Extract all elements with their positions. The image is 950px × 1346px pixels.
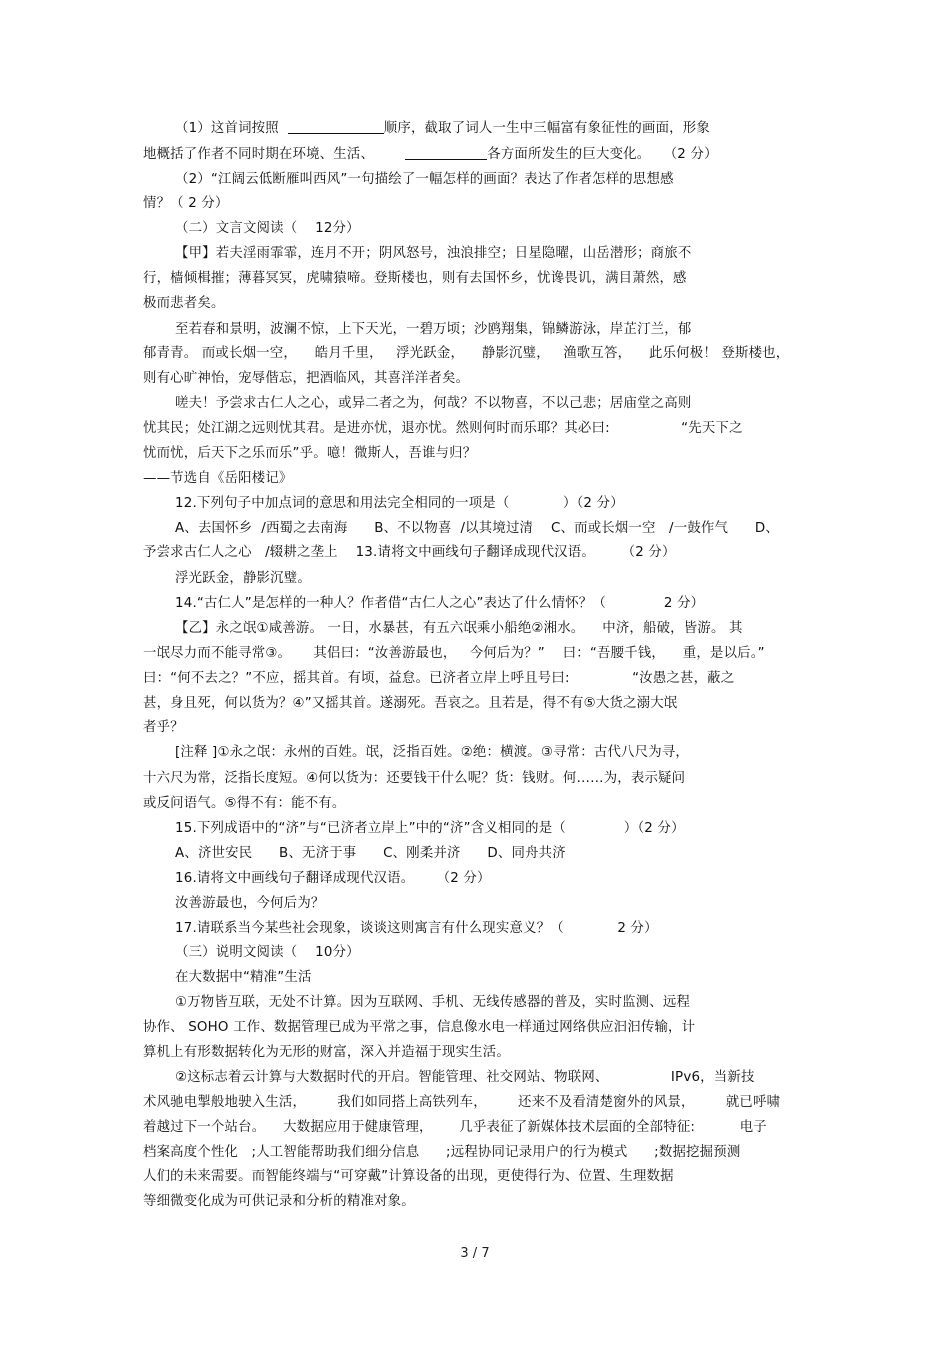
passage-line: 忧其民；处江湖之远则忧其君。是进亦忧，退亦忧。然则何时而乐耶？其必曰: “先天下之	[143, 421, 743, 436]
passage-line: 人们的未来需要。而智能终端与“可穿戴”计算设备的出现，更使得行为、位置、生理数据	[143, 1169, 674, 1184]
passage-line: 术风驰电掣般地驶入生活， 我们如同搭上高铁列车， 还来不及看清楚窗外的风景， 就已呼啸	[143, 1095, 781, 1110]
section-heading: （二）文言文阅读（ 12分）	[175, 221, 360, 236]
question-line: 17.请联系当今某些社会现象，谈谈这则寓言有什么现实意义？（ 2 分）	[175, 921, 658, 936]
text-segment: 各方面所发生的巨大变化。 （2 分）	[487, 147, 718, 162]
annotation-line: 十六尺为常，泛指长度短。④何以货为：还要钱干什么呢？货：钱财。何……为，表示疑问	[143, 771, 686, 786]
passage-line: 郁青青。 而或长烟一空， 皓月千里， 浮光跃金， 静影沉璧， 渔歌互答， 此乐何极！ 登斯楼也，	[143, 346, 790, 361]
passage-line: 着越过下一个站台。 大数据应用于健康管理， 几乎表征了新媒体技术层面的全部特征: 电子	[143, 1120, 767, 1135]
passage-line: 协作、 SOHO 工作、数据管理已成为平常之事，信息像水电一样通过网络供应汩汩传输，计	[143, 1020, 696, 1035]
question-2-line: （2）“江阔云低断雁叫西风”一句描绘了一幅怎样的画面？表达了作者怎样的思想感	[175, 172, 674, 187]
passage-line: 曰：“何不去之？”不应，摇其首。有顷，益怠。已济者立岸上呼且号曰: “汝愚之甚，蔽之	[143, 671, 735, 686]
passage-line: 至若春和景明，波澜不惊，上下天光，一碧万顷；沙鸥翔集，锦鳞游泳，岸芷汀兰，郁	[175, 322, 692, 337]
question-line: 浮光跃金，静影沉璧。	[175, 571, 311, 586]
question-line: 15.下列成语中的“济”与“已济者立岸上”中的“济”含义相同的是（ ）（2 分）	[175, 821, 685, 836]
passage-line: 【甲】若夫淫雨霏霏，连月不开；阴风怒号，浊浪排空；日星隐曜，山岳潜形；商旅不	[175, 246, 692, 261]
text-segment: 地概括了作者不同时期在环境、生活、	[143, 147, 375, 162]
page-number: 3 / 7	[460, 1246, 490, 1261]
passage-line: 忧而忧，后天下之乐而乐”乎。噫！微斯人，吾谁与归？	[143, 446, 477, 461]
question-options: A、去国怀乡 /西蜀之去南海 B、不以物喜 /以其境过清 C、而或长烟一空 /一鼓作气 D、	[175, 521, 779, 536]
passage-line: 行，樯倾楫摧；薄暮冥冥，虎啸猿啼。登斯楼也，则有去国怀乡，忧谗畏讥，满目萧然，感	[143, 271, 687, 286]
article-title: 在大数据中“精准”生活	[175, 970, 312, 985]
passage-line: ①万物皆互联，无处不计算。因为互联网、手机、无线传感器的普及，实时监测、远程	[175, 995, 691, 1010]
question-options: A、济世安民 B、无济于事 C、刚柔并济 D、同舟共济	[175, 846, 566, 861]
question-1-line	[143, 145, 718, 165]
passage-line: 极而悲者矣。	[143, 296, 225, 311]
passage-line: 档案高度个性化 ;人工智能帮助我们细分信息 ;远程协同记录用户的行为模式 ;数据挖掘预测	[143, 1145, 741, 1160]
passage-line: 【乙】永之氓①咸善游。 一日，水暴甚，有五六氓乘小船绝②湘水。 中济，船破，皆游。 其	[175, 621, 743, 636]
question-line: 汝善游最也，今何后为？	[175, 896, 325, 911]
passage-line: 等细微变化成为可供记录和分析的精准对象。	[143, 1194, 415, 1209]
passage-line: 甚，身且死，何以货为？④”又摇其首。遂溺死。吾哀之。且若是，得不有⑤大货之溺大氓	[143, 696, 678, 711]
passage-line: 一氓尽力而不能寻常③。 其侣曰：“汝善游最也， 今何后为？” 曰：“吾腰千钱， 重，是以后。”	[143, 646, 765, 661]
passage-line: ②这标志着云计算与大数据时代的开启。智能管理、社交网站、物联网、 IPv6，当新技	[175, 1070, 755, 1085]
text-segment: （1）这首词按照	[175, 121, 279, 136]
text-segment: 顺序，截取了词人一生中三幅富有象征性的画面，形象	[383, 121, 710, 136]
section-heading: （三）说明文阅读（ 10分）	[175, 945, 360, 960]
answer-blank	[288, 119, 384, 134]
question-line: 16.请将文中画线句子翻译成现代汉语。 （2 分）	[175, 871, 491, 886]
question-line: 予尝求古仁人之心 /辍耕之垄上 13.请将文中画线句子翻译成现代汉语。 （2 分）	[143, 545, 676, 560]
question-2-line: 情？（ 2 分）	[143, 196, 229, 211]
passage-line: 者乎？	[143, 720, 184, 735]
passage-line: 嗟夫！予尝求古仁人之心，或异二者之为，何哉？不以物喜，不以己悲；居庙堂之高则	[175, 396, 692, 411]
question-1-line	[175, 119, 710, 139]
question-line: 14.“古仁人”是怎样的一种人？作者借“古仁人之心”表达了什么情怀？（ 2 分）	[175, 596, 705, 611]
source-note: ——节选自《岳阳楼记》	[143, 471, 293, 486]
passage-line: 则有心旷神怡，宠辱偕忘，把酒临风，其喜洋洋者矣。	[143, 371, 470, 386]
question-line: 12.下列句子中加点词的意思和用法完全相同的一项是（ ）（2 分）	[175, 496, 624, 511]
annotation-line: [注释 ]①永之氓：永州的百姓。氓，泛指百姓。②绝：横渡。③寻常：古代八尺为寻，	[175, 745, 689, 760]
annotation-line: 或反问语气。⑤得不有：能不有。	[143, 796, 346, 811]
answer-blank	[405, 145, 487, 160]
passage-line: 算机上有形数据转化为无形的财富，深入并造福于现实生活。	[143, 1045, 510, 1060]
